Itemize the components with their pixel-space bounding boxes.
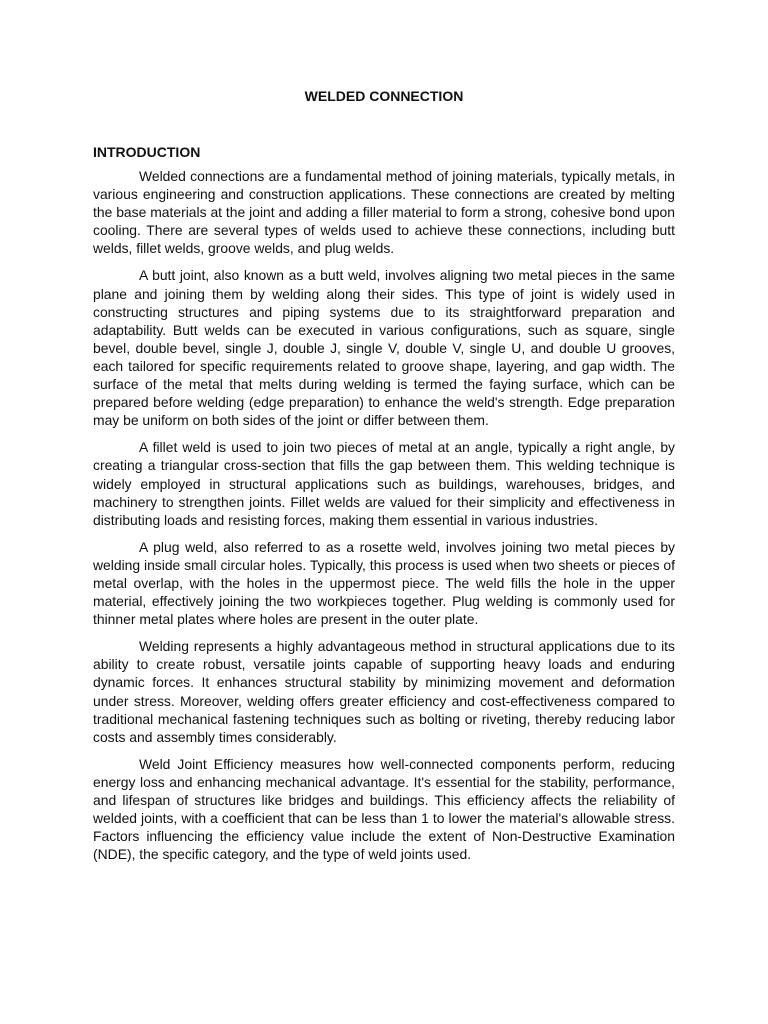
paragraph-welded-connections: Welded connections are a fundamental method of joining materials, typically metals, in various engineering and construction applications. These connections are created by melting the base materials at the joint and adding a filler material to form a strong, cohesive bond upon cooling. There are several types of welds used to achieve these connections, including butt welds, fillet welds, groove welds, and plug welds. — [93, 168, 675, 257]
paragraph-welding-advantages: Welding represents a highly advantageous method in structural applications due to its ability to create robust, versatile joints capable of supporting heavy loads and enduring dynamic forces. It enhances structural stability by minimizing movement and deformation under stress. Moreover, welding offers greater efficiency and cost-effectiveness compared to traditional mechanical fastening techniques such as bolting or riveting, thereby reducing labor costs and assembly times considerably. — [93, 638, 675, 745]
paragraph-weld-joint-efficiency: Weld Joint Efficiency measures how well-connected components perform, reducing energy loss and enhancing mechanical advantage. It's essential for the stability, performance, and lifespan of structures like bridges and buildings. This efficiency affects the reliability of welded joints, with a coefficient that can be less than 1 to lower the material's allowable stress. Factors influencing the efficiency value include the extent of Non-Destructive Examination (NDE), the specific category, and the type of weld joints used. — [93, 755, 675, 863]
section-heading-introduction: INTRODUCTION — [93, 144, 201, 160]
paragraph-fillet-weld: A fillet weld is used to join two pieces of metal at an angle, typically a right angle, by creating a triangular cross-section that fills the gap between them. This welding technique is widely employed in structural applications such as buildings, warehouses, bridges, and machinery to strengthen joints. Fillet welds are valued for their simplicity and effectiveness in distributing loads and resisting forces, making them essential in various industries. — [93, 439, 675, 528]
document-title: WELDED CONNECTION — [304, 88, 464, 104]
document-page — [93, 86, 675, 872]
paragraph-butt-joint: A butt joint, also known as a butt weld, involves aligning two metal pieces in the same plane and joining them by welding along their sides. This type of joint is widely used in constructing structures and piping systems due to its straightforward preparation and adaptability. Butt welds can be executed in various configurations, such as square, single bevel, double bevel, single J, double J, single V, double V, single U, and double U grooves, each tailored for specific requirements related to groove shape, layering, and gap width. The surface of the metal that melts during welding is termed the faying surface, which can be prepared before welding (edge preparation) to enhance the weld's strength. Edge preparation may be uniform on both sides of the joint or differ between them. — [93, 267, 675, 429]
paragraph-plug-weld: A plug weld, also referred to as a rosette weld, involves joining two metal pieces by welding inside small circular holes. Typically, this process is used when two sheets or pieces of metal overlap, with the holes in the uppermost piece. The weld fills the hole in the upper material, effectively joining the two workpieces together. Plug welding is commonly used for thinner metal plates where holes are present in the outer plate. — [93, 538, 675, 628]
